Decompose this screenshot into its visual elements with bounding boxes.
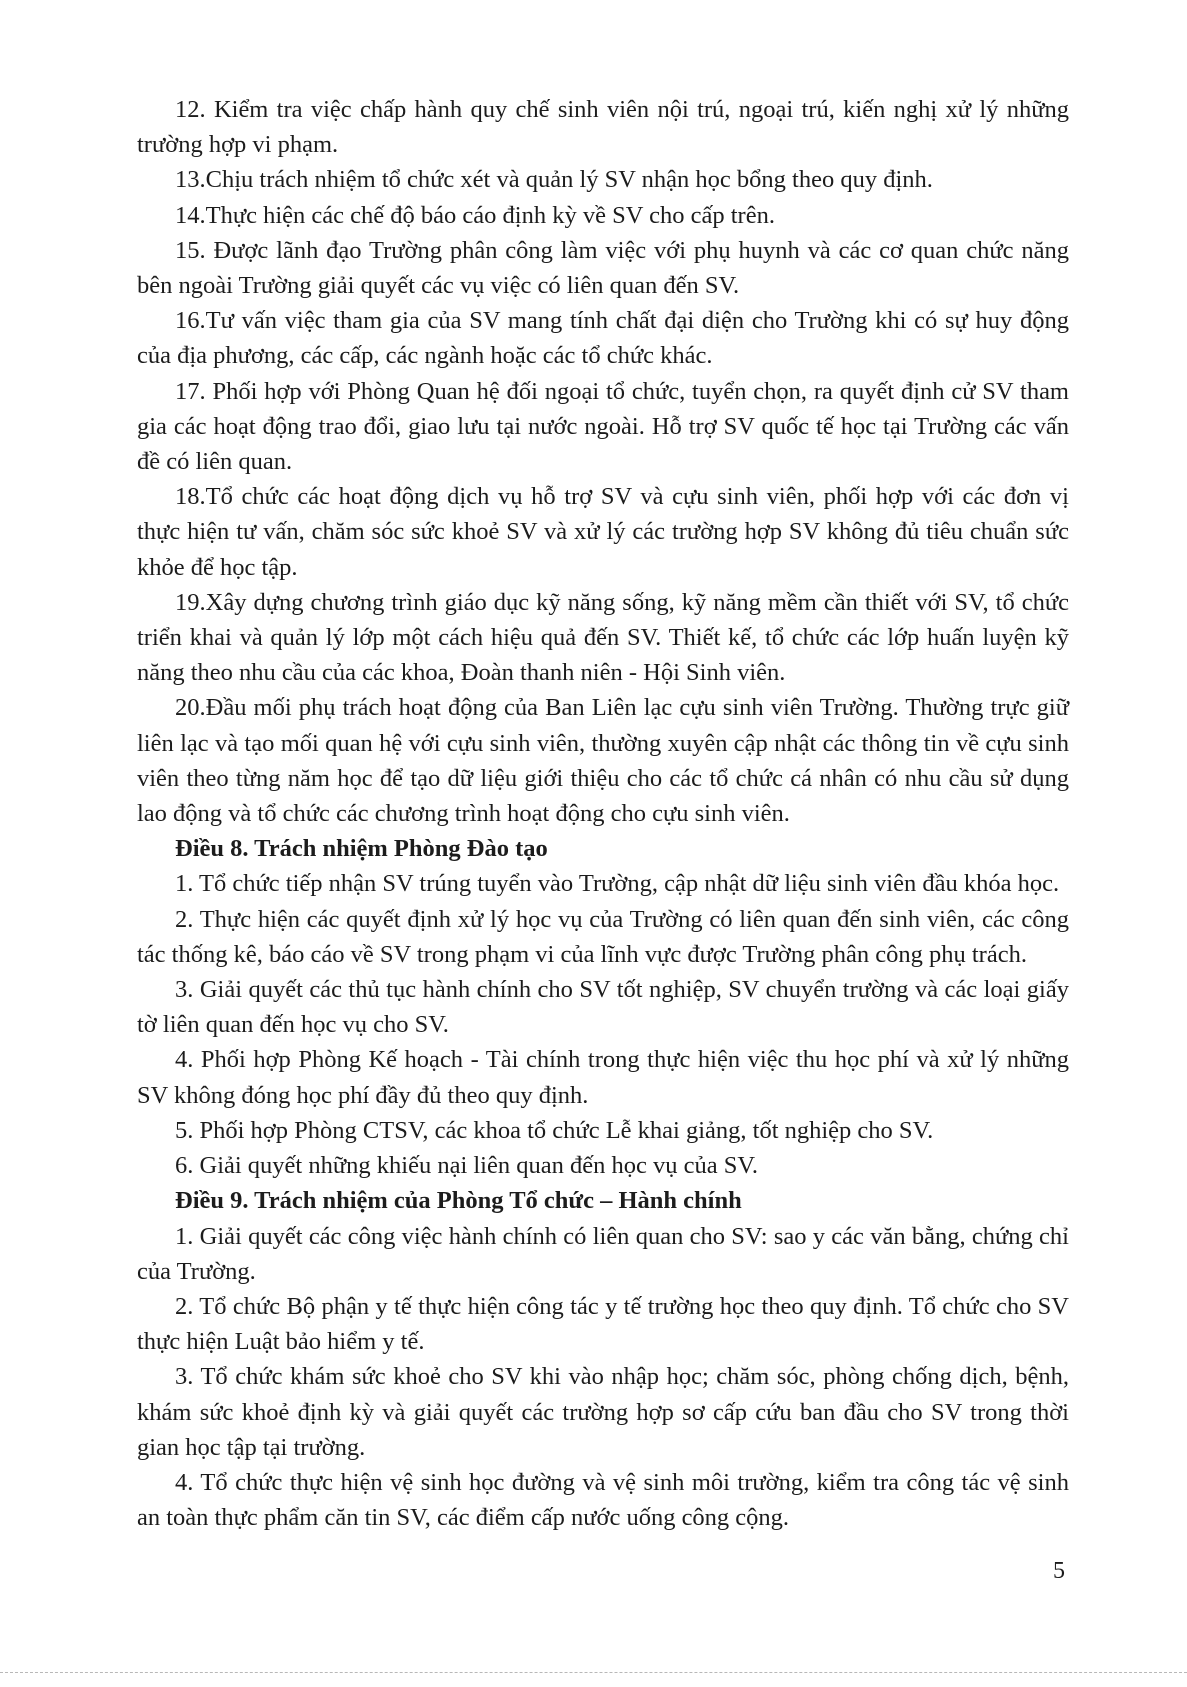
item-20: 20.Đầu mối phụ trách hoạt động của Ban Liên lạc cựu sinh viên Trường. Thường trực giữ liên lạc và tạo mối quan hệ với cựu sinh viên, thường xuyên cập nhật các thông tin về cựu sinh viên theo từng năm học để tạo dữ liệu giới thiệu cho các tổ chức cá nhân có nhu cầu sử dụng lao động và tổ chức các chương trình hoạt động cho cựu sinh viên. — [137, 694, 1069, 828]
item-19: 19.Xây dựng chương trình giáo dục kỹ năng sống, kỹ năng mềm cần thiết với SV, tổ chức triển khai và quản lý lớp một cách hiệu quả đến SV. Thiết kế, tổ chức các lớp huấn luyện kỹ năng theo nhu cầu của các khoa, Đoàn thanh niên - Hội Sinh viên. — [137, 588, 1069, 687]
article-8-item-5: 5. Phối hợp Phòng CTSV, các khoa tổ chức Lễ khai giảng, tốt nghiệp cho SV. — [175, 1116, 934, 1144]
document-body — [137, 92, 1069, 1535]
article-8-item-4: 4. Phối hợp Phòng Kế hoạch - Tài chính trong thực hiện việc thu học phí và xử lý những SV không đóng học phí đầy đủ theo quy định. — [137, 1046, 1069, 1109]
article-8-item-3: 3. Giải quyết các thủ tục hành chính cho SV tốt nghiệp, SV chuyển trường và các loại giấy tờ liên quan đến học vụ cho SV. — [137, 976, 1069, 1039]
article-9-heading: Điều 9. Trách nhiệm của Phòng Tổ chức – Hành chính — [175, 1187, 742, 1215]
item-12: 12. Kiểm tra việc chấp hành quy chế sinh viên nội trú, ngoại trú, kiến nghị xử lý những trường hợp vi phạm. — [137, 96, 1069, 159]
item-18: 18.Tổ chức các hoạt động dịch vụ hỗ trợ SV và cựu sinh viên, phối hợp với các đơn vị thực hiện tư vấn, chăm sóc sức khoẻ SV và xử lý các trường hợp SV không đủ tiêu chuẩn sức khỏe để học tập. — [137, 483, 1069, 581]
article-9-item-1: 1. Giải quyết các công việc hành chính có liên quan cho SV: sao y các văn bằng, chứng chỉ của Trường. — [137, 1222, 1069, 1285]
item-15: 15. Được lãnh đạo Trường phân công làm việc với phụ huynh và các cơ quan chức năng bên ngoài Trường giải quyết các vụ việc có liên quan đến SV. — [137, 236, 1069, 300]
item-14: 14.Thực hiện các chế độ báo cáo định kỳ về SV cho cấp trên. — [175, 201, 775, 229]
article-8-item-6: 6. Giải quyết những khiếu nại liên quan đến học vụ của SV. — [175, 1152, 759, 1180]
item-17: 17. Phối hợp với Phòng Quan hệ đối ngoại tổ chức, tuyển chọn, ra quyết định cử SV tham gia các hoạt động trao đổi, giao lưu tại nước ngoài. Hỗ trợ SV quốc tế học tại Trường các vấn đề có liên quan. — [137, 377, 1069, 476]
article-8-item-1: 1. Tổ chức tiếp nhận SV trúng tuyển vào Trường, cập nhật dữ liệu sinh viên đầu khóa học. — [175, 870, 1060, 898]
page-number: 5 — [1053, 1558, 1065, 1584]
article-9-item-4: 4. Tổ chức thực hiện vệ sinh học đường và vệ sinh môi trường, kiểm tra công tác vệ sinh an toàn thực phẩm căn tin SV, các điểm cấp nước uống công cộng. — [137, 1468, 1069, 1532]
scan-edge-divider — [0, 1672, 1187, 1673]
article-8-heading: Điều 8. Trách nhiệm Phòng Đào tạo — [175, 835, 548, 863]
article-8-item-2: 2. Thực hiện các quyết định xử lý học vụ của Trường có liên quan đến sinh viên, các công tác thống kê, báo cáo về SV trong phạm vi của lĩnh vực được Trường phân công phụ trách. — [137, 905, 1069, 968]
article-9-item-2: 2. Tổ chức Bộ phận y tế thực hiện công tác y tế trường học theo quy định. Tổ chức cho SV thực hiện Luật bảo hiểm y tế. — [137, 1292, 1069, 1356]
item-13: 13.Chịu trách nhiệm tổ chức xét và quản lý SV nhận học bổng theo quy định. — [175, 166, 933, 194]
item-16: 16.Tư vấn việc tham gia của SV mang tính chất đại diện cho Trường khi có sự huy động của địa phương, các cấp, các ngành hoặc các tổ chức khác. — [137, 307, 1069, 370]
article-9-item-3: 3. Tổ chức khám sức khoẻ cho SV khi vào nhập học; chăm sóc, phòng chống dịch, bệnh, khám sức khoẻ định kỳ và giải quyết các trường hợp sơ cấp cứu ban đầu cho SV trong thời gian học tập tại trường. — [137, 1363, 1069, 1461]
